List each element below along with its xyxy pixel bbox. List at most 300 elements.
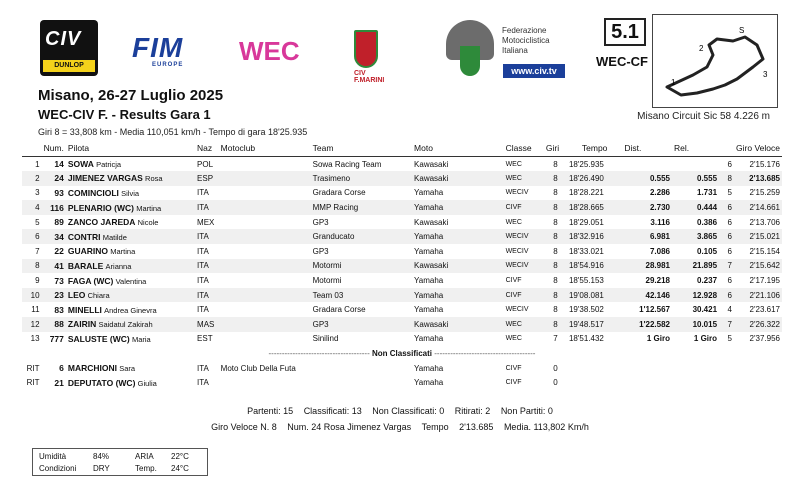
rider-name [66, 375, 195, 390]
fastest-lap-time: 2'13.685 [734, 171, 782, 186]
table-row [22, 215, 782, 230]
class: WECIV [505, 247, 529, 255]
gap-previous: 1 Giro [693, 334, 718, 344]
separator-cell [22, 346, 782, 361]
header-motoclub: Motoclub [219, 141, 311, 157]
motoclub [219, 302, 311, 317]
fastest-lap-time: 2'17.195 [749, 276, 780, 286]
motoclub [219, 171, 311, 186]
results-subtitle: WEC-CIV F. - Results Gara 1 [38, 107, 211, 122]
fastest-lap-number: 6 [727, 217, 732, 227]
separator-label: Non Classificati [371, 349, 432, 359]
gap-leader: 3.116 [650, 217, 670, 227]
fastest-lap-number: 4 [727, 305, 732, 315]
nationality: ITA [195, 259, 219, 274]
header-tempo: Tempo [567, 141, 622, 157]
laps: 8 [553, 305, 558, 315]
position: 8 [22, 259, 42, 274]
rider-number: 88 [42, 317, 66, 332]
summary-non-classificati: Non Classificati: 0 [372, 406, 445, 416]
fastest-lap-time [734, 375, 782, 390]
nationality: ITA [197, 276, 209, 286]
header-giri: Giri [544, 141, 567, 157]
bike: Yamaha [414, 334, 444, 344]
nationality: ITA [197, 363, 209, 373]
team: Trasimeno [311, 171, 412, 186]
header-dist: Dist. [622, 141, 672, 157]
nationality: ITA [197, 246, 209, 256]
table-row [22, 273, 782, 288]
gap-previous: 21.895 [672, 259, 719, 274]
total-time [567, 361, 622, 376]
fmi-emblem-tail-icon [460, 46, 480, 76]
rider-surname: DEPUTATO (WC) [67, 377, 136, 388]
gap-previous: 0.555 [672, 171, 719, 186]
rider-name [66, 288, 195, 303]
civ-f-marini-logo [352, 30, 392, 82]
gap-leader: 42.146 [622, 288, 672, 303]
rider-surname: PLENARIO (WC) [67, 202, 134, 213]
weather-temp-label: Temp. [135, 464, 157, 473]
rider-number: 21 [54, 377, 64, 388]
total-time: 18'29.051 [568, 217, 604, 227]
class: WEC [505, 160, 522, 168]
class: WEC [504, 171, 544, 186]
laps: 8 [553, 188, 558, 198]
laps: 8 [544, 171, 567, 186]
non-classified-row [22, 361, 782, 376]
document-code-label: WEC-CF [596, 54, 648, 69]
wec-logo [239, 36, 300, 67]
class: CIVF [505, 277, 522, 285]
fastest-lap-time: 2'15.176 [749, 159, 780, 169]
non-classified-row [22, 375, 782, 390]
laps: 8 [553, 159, 558, 169]
rider-name [66, 302, 195, 317]
gap-previous: 30.421 [692, 305, 718, 315]
separator-dashes: -------------------------------------- [434, 349, 536, 359]
rider-number: 73 [54, 275, 64, 286]
fastest-lap-number [719, 361, 734, 376]
header-pos [22, 141, 42, 157]
rider-surname: ZANCO JAREDA [67, 217, 136, 228]
total-time [567, 375, 622, 390]
class: WECIV [504, 229, 544, 244]
header-giro-veloce: Giro Veloce [719, 141, 782, 157]
team: Motormi [312, 276, 342, 286]
nationality: ESP [195, 171, 219, 186]
rider-surname: ZAIRIN [67, 319, 97, 330]
laps: 7 [553, 334, 558, 344]
gap-previous: 3.865 [672, 229, 719, 244]
rider-firstname: Nicole [137, 218, 159, 228]
position: 13 [30, 334, 40, 344]
fastest-lap-time: 2'15.021 [734, 229, 782, 244]
table-row [22, 244, 782, 259]
table-row [22, 171, 782, 186]
team: Granducato [311, 229, 412, 244]
position: 12 [22, 317, 42, 332]
fastest-lap-number: 6 [727, 159, 732, 169]
motoclub [219, 317, 311, 332]
rider-name [66, 273, 195, 288]
fastest-lap-time: 2'14.661 [734, 200, 782, 215]
fastest-lap-number: 5 [727, 334, 732, 344]
laps: 8 [553, 276, 558, 286]
fastest-lap-number: 6 [727, 276, 732, 286]
motoclub [219, 186, 311, 201]
header-classe: Classe [504, 141, 544, 157]
header-rel: Rel. [672, 141, 719, 157]
track-layout-icon [653, 15, 779, 109]
summary-non-partiti: Non Partiti: 0 [500, 406, 553, 416]
bike: Yamaha [412, 200, 504, 215]
rider-surname: JIMENEZ VARGAS [67, 173, 143, 184]
table-row [22, 157, 782, 172]
rider-firstname: Matilde [102, 232, 127, 242]
gap-leader [622, 375, 672, 390]
nationality: ITA [195, 229, 219, 244]
civ-logo-text: CIV [45, 28, 82, 50]
separator-dashes: -------------------------------------- [268, 349, 370, 359]
bike: Kawasaki [414, 159, 449, 169]
rider-name [66, 200, 195, 215]
table-row [22, 302, 782, 317]
rider-number: 34 [42, 229, 66, 244]
fim-europe-logo [132, 32, 184, 68]
weather-temp: 24°C [171, 464, 189, 473]
gap-previous: 12.928 [672, 288, 719, 303]
position: RIT [26, 363, 40, 373]
total-time: 18'55.153 [568, 276, 604, 286]
class: WEC [505, 218, 522, 226]
gap-previous: 0.444 [672, 200, 719, 215]
nationality: POL [197, 159, 214, 169]
position: 7 [35, 246, 40, 256]
laps: 8 [544, 200, 567, 215]
weather-aria-label: ARIA [135, 452, 154, 461]
fmi-line-1: Federazione [502, 26, 547, 35]
rider-firstname: Saidatul Zakirah [98, 320, 153, 330]
fastest-lap-tempo: 2'13.685 [459, 422, 494, 432]
gap-leader: 29.218 [645, 276, 670, 286]
gap-leader: 1'12.567 [639, 305, 670, 315]
civf-shield-icon [354, 30, 378, 68]
gap-leader: 6.981 [622, 229, 672, 244]
rider-surname: CONTRI [67, 231, 101, 242]
gap-leader: 28.981 [622, 259, 672, 274]
fastest-lap-number: 6 [719, 229, 734, 244]
rider-surname: MARCHIONI [67, 363, 117, 374]
nationality: ITA [195, 288, 219, 303]
weather-umidita-label: Umidità [39, 452, 67, 461]
gap-previous: 0.105 [697, 246, 718, 256]
results-table [22, 141, 782, 390]
position: 9 [35, 276, 40, 286]
dunlop-logo-text: DUNLOP [43, 60, 95, 72]
gap-leader: 1'22.582 [622, 317, 672, 332]
rider-firstname: Patricja [96, 160, 122, 170]
rider-surname: LEO [67, 290, 86, 301]
results-body [22, 157, 782, 391]
nationality: ITA [197, 188, 209, 198]
rider-firstname: Valentina [115, 276, 147, 286]
rider-firstname: Andrea Ginevra [104, 305, 157, 315]
fastest-lap-media: Media. 113,802 Km/h [503, 422, 589, 432]
fastest-lap-time: 2'37.956 [749, 334, 780, 344]
bike: Yamaha [414, 305, 444, 315]
bike: Kawasaki [412, 171, 504, 186]
gap-previous [672, 375, 719, 390]
class: CIVF [505, 364, 522, 372]
rider-number: 777 [49, 333, 64, 344]
fmi-line-2: Motociclistica [502, 36, 550, 45]
summary-partenti: Partenti: 15 [247, 406, 294, 416]
fim-logo-subtext: EUROPE [152, 62, 184, 68]
team: GP3 [312, 246, 329, 256]
table-row [22, 259, 782, 274]
header-num: Num. [42, 141, 66, 157]
table-row [22, 186, 782, 201]
civf-logo-text: CIV F.MARINI [354, 70, 385, 84]
bike: Kawasaki [414, 217, 449, 227]
bike: Yamaha [412, 229, 504, 244]
gap-leader: 2.730 [622, 200, 672, 215]
gap-leader: 7.086 [649, 246, 670, 256]
fastest-lap-number: 7 [719, 317, 734, 332]
position: 10 [22, 288, 42, 303]
non-classified-separator [22, 346, 782, 361]
total-time: 18'28.221 [568, 188, 604, 198]
fastest-lap-time: 2'15.642 [734, 259, 782, 274]
motoclub: Moto Club Della Futa [220, 363, 296, 373]
team: GP3 [312, 217, 329, 227]
race-summary [0, 406, 800, 416]
weather-condizioni: DRY [93, 464, 110, 473]
rider-name [66, 332, 195, 347]
laps: 0 [553, 378, 558, 388]
fastest-lap-time: 2'23.617 [749, 305, 780, 315]
bike: Yamaha [414, 378, 444, 388]
gap-leader: 2.286 [649, 188, 670, 198]
nationality: MAS [195, 317, 219, 332]
document-code: 5.1 [604, 18, 646, 46]
nationality: ITA [195, 200, 219, 215]
header-pilota: Pilota [66, 141, 195, 157]
motoclub [219, 200, 311, 215]
laps: 8 [544, 229, 567, 244]
position: 4 [22, 200, 42, 215]
rider-number: 83 [54, 304, 64, 315]
position: 1 [35, 159, 40, 169]
class: CIVF [504, 200, 544, 215]
fastest-lap-time [734, 361, 782, 376]
class: WEC [505, 335, 522, 343]
gap-leader: 1 Giro [646, 334, 670, 344]
bike: Yamaha [414, 363, 444, 373]
gap-previous: 1.731 [697, 188, 718, 198]
track-mark-1: 1 [671, 78, 676, 87]
bike: Kawasaki [412, 259, 504, 274]
position: 3 [35, 188, 40, 198]
gap-leader: 0.555 [622, 171, 672, 186]
team: Motormi [311, 259, 412, 274]
table-row [22, 332, 782, 347]
gap-previous: 0.386 [697, 217, 718, 227]
bike: Yamaha [414, 276, 444, 286]
gap-previous [672, 361, 719, 376]
motoclub [219, 273, 311, 288]
wec-logo-text: WEC [239, 36, 300, 66]
nationality: EST [197, 334, 213, 344]
rider-surname: SALUSTE (WC) [67, 333, 130, 344]
nationality: MEX [197, 217, 215, 227]
track-map [652, 14, 778, 108]
table-row [22, 288, 782, 303]
civ-url-banner: www.civ.tv [503, 64, 565, 78]
table-header-row [22, 141, 782, 157]
rider-firstname: Maria [131, 334, 151, 344]
gap-previous: 0.237 [697, 276, 718, 286]
summary-classificati: Classificati: 13 [303, 406, 362, 416]
team: Gradara Corse [312, 305, 366, 315]
rider-surname: GUARINO [67, 246, 109, 257]
rider-surname: BARALE [67, 260, 104, 271]
team: Sowa Racing Team [312, 159, 382, 169]
fastest-lap-number: 6 [727, 246, 732, 256]
rider-firstname: Chiara [87, 291, 110, 301]
rider-firstname: Rosa [145, 174, 163, 184]
summary-ritirati: Ritirati: 2 [454, 406, 491, 416]
rider-surname: COMINCIOLI [67, 187, 119, 198]
table-row [22, 229, 782, 244]
header-moto: Moto [412, 141, 504, 157]
position: 6 [22, 229, 42, 244]
motoclub [219, 229, 311, 244]
total-time: 18'32.916 [567, 229, 622, 244]
class: WECIV [504, 259, 544, 274]
laps: 0 [553, 363, 558, 373]
rider-name [66, 186, 195, 201]
bike: Kawasaki [412, 317, 504, 332]
rider-firstname: Martina [110, 247, 136, 257]
sponsor-logos [34, 14, 574, 84]
motoclub [219, 157, 311, 172]
team: MMP Racing [311, 200, 412, 215]
fastest-lap-number: 6 [719, 200, 734, 215]
total-time: 18'33.021 [568, 246, 604, 256]
rider-name [66, 244, 195, 259]
rider-name [66, 361, 195, 376]
fastest-lap-number: 8 [719, 171, 734, 186]
track-mark-s: S [739, 26, 745, 35]
class: CIVF [504, 288, 544, 303]
laps: 8 [553, 217, 558, 227]
team [311, 361, 412, 376]
laps: 8 [544, 288, 567, 303]
position: 5 [35, 217, 40, 227]
total-time: 18'54.916 [567, 259, 622, 274]
position: RIT [26, 378, 40, 388]
total-time: 18'26.490 [567, 171, 622, 186]
fastest-lap-time: 2'15.259 [749, 188, 780, 198]
fastest-lap-number: 7 [719, 259, 734, 274]
fastest-lap-number: 6 [719, 288, 734, 303]
fastest-lap-number [719, 375, 734, 390]
position: 2 [22, 171, 42, 186]
laps: 8 [553, 246, 558, 256]
bike: Yamaha [412, 288, 504, 303]
fastest-lap-time: 2'21.106 [734, 288, 782, 303]
rider-firstname: Arianna [105, 261, 132, 271]
fastest-lap-number: 5 [727, 188, 732, 198]
table-row [22, 200, 782, 215]
track-mark-2: 2 [699, 44, 704, 53]
rider-name [66, 215, 195, 230]
rider-surname: FAGA (WC) [67, 275, 114, 286]
total-time: 18'51.432 [568, 334, 604, 344]
laps: 8 [544, 317, 567, 332]
weather-condizioni-label: Condizioni [39, 464, 77, 473]
gap-leader [622, 361, 672, 376]
rider-name [66, 229, 195, 244]
motoclub [219, 259, 311, 274]
rider-number: 6 [59, 363, 64, 374]
rider-name [66, 157, 195, 172]
rider-surname: SOWA [67, 159, 94, 170]
header-naz: Naz [195, 141, 219, 157]
event-title: Misano, 26-27 Luglio 2025 [38, 87, 224, 104]
civ-logo [40, 20, 98, 76]
race-info: Giri 8 = 33,808 km - Media 110,051 km/h - Tempo di gara 18'25.935 [38, 127, 308, 137]
gap-leader [622, 157, 672, 172]
rider-firstname: Giulia [137, 378, 157, 388]
rider-number: 93 [54, 187, 64, 198]
rider-number: 23 [42, 288, 66, 303]
team: Gradara Corse [312, 188, 366, 198]
bike: Yamaha [414, 246, 444, 256]
fastest-lap-rider: Num. 24 Rosa Jimenez Vargas [287, 422, 412, 432]
weather-aria: 22°C [171, 452, 189, 461]
rider-firstname: Sara [119, 364, 136, 374]
rider-number: 41 [42, 259, 66, 274]
rider-number: 24 [42, 171, 66, 186]
team [311, 375, 412, 390]
rider-number: 14 [54, 159, 64, 170]
total-time: 19'08.081 [567, 288, 622, 303]
class: WECIV [505, 189, 529, 197]
motoclub [219, 215, 311, 230]
rider-name [66, 171, 195, 186]
fastest-lap-time: 2'13.706 [749, 217, 780, 227]
fastest-lap-tempo-label: Tempo [421, 422, 449, 432]
nationality: ITA [197, 378, 209, 388]
total-time: 19'38.502 [568, 305, 604, 315]
header-team: Team [311, 141, 412, 157]
weather-umidita: 84% [93, 452, 110, 461]
rider-name [66, 317, 195, 332]
fastest-lap-time: 2'26.322 [734, 317, 782, 332]
rider-firstname: Martina [136, 203, 162, 213]
class: CIVF [505, 379, 522, 387]
rider-name [66, 259, 195, 274]
rider-firstname: Silvia [121, 188, 140, 198]
rider-number: 89 [54, 217, 64, 228]
rider-number: 116 [42, 200, 66, 215]
table-row [22, 317, 782, 332]
gap-previous: 10.015 [672, 317, 719, 332]
fim-logo-text: FIM [132, 32, 184, 63]
